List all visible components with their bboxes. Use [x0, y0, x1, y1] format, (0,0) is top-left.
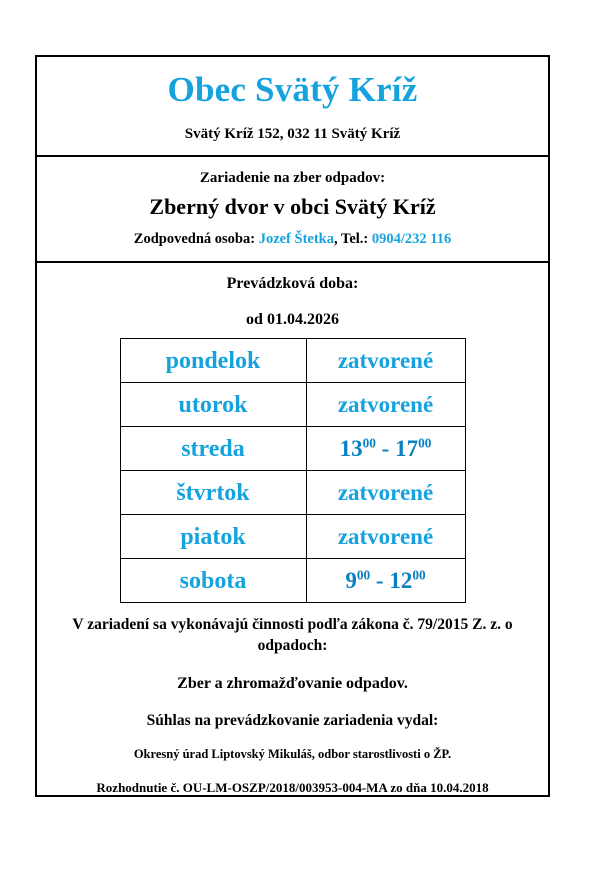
hours-value: zatvorené — [306, 471, 465, 515]
permit-decision-number: Rozhodnutie č. OU-LM-OSZP/2018/003953-004-MA zo dňa 10.04.2018 — [96, 779, 489, 795]
time-from-minutes: 00 — [362, 435, 376, 451]
facility-type-label: Zariadenie na zber odpadov: — [199, 169, 386, 186]
hours-value — [306, 559, 465, 603]
phone-label: , Tel.: — [333, 231, 369, 248]
day-label: pondelok — [120, 339, 306, 383]
table-row — [120, 559, 465, 603]
notice-frame — [35, 55, 550, 797]
organization-address: Svätý Kríž 152, 032 11 Svätý Kríž — [184, 125, 401, 142]
table-row — [120, 515, 465, 559]
hours-value: zatvorené — [306, 339, 465, 383]
day-label: štvrtok — [120, 471, 306, 515]
permit-issuing-authority: Okresný úrad Liptovský Mikuláš, odbor starostlivosti o ŽP. — [133, 746, 452, 761]
time-from-minutes: 00 — [356, 567, 371, 583]
opening-hours-table-body — [120, 339, 465, 603]
header-section — [37, 57, 548, 157]
activity-law-reference: V zariadení sa vykonávajú činnosti podľa zákona č. 79/2015 Z. z. o odpadoch: — [72, 616, 513, 655]
hours-value — [306, 427, 465, 471]
opening-hours-valid-from: od 01.04.2026 — [246, 311, 339, 329]
time-to-minutes: 00 — [412, 567, 426, 583]
facility-name: Zberný dvor v obci Svätý Kríž — [149, 193, 436, 219]
time-from-hour: 9 — [345, 568, 357, 594]
day-label: utorok — [120, 383, 306, 427]
activity-description: Zber a zhromažďovanie odpadov. — [177, 674, 408, 692]
opening-hours-label: Prevádzková doba: — [226, 275, 359, 293]
table-row — [120, 471, 465, 515]
time-to-hour: 17 — [395, 436, 419, 462]
contact-phone-number: 0904/232 116 — [371, 231, 452, 248]
table-row — [120, 339, 465, 383]
contact-line — [47, 231, 538, 248]
time-separator: - — [375, 436, 396, 462]
permit-issuer-label: Súhlas na prevádzkovanie zariadenia vydal: — [146, 711, 439, 729]
facility-section — [37, 157, 548, 263]
table-row — [120, 427, 465, 471]
opening-hours-section — [37, 263, 548, 603]
contact-person-name: Jozef Štetka — [258, 231, 334, 248]
table-row — [120, 383, 465, 427]
legal-section — [37, 603, 548, 796]
time-separator: - — [370, 568, 390, 594]
opening-hours-table — [120, 338, 466, 603]
day-label: piatok — [120, 515, 306, 559]
day-label: streda — [120, 427, 306, 471]
time-to-hour: 12 — [389, 568, 413, 594]
contact-person-label: Zodpovedná osoba: — [133, 231, 256, 248]
hours-value: zatvorené — [306, 515, 465, 559]
hours-value: zatvorené — [306, 383, 465, 427]
organization-title: Obec Svätý Kríž — [167, 70, 418, 109]
time-from-hour: 13 — [339, 436, 363, 462]
time-to-minutes: 00 — [418, 435, 432, 451]
day-label: sobota — [120, 559, 306, 603]
